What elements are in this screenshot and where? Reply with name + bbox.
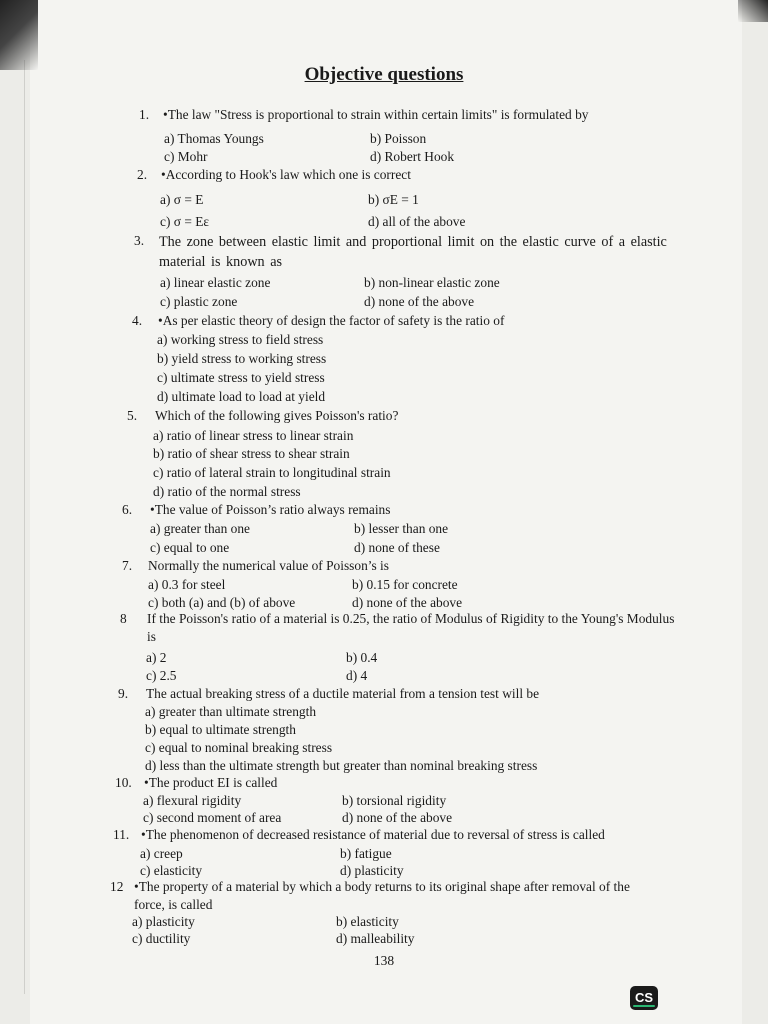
- question-number: 3.: [134, 233, 145, 248]
- question-number: 5.: [127, 408, 138, 423]
- option: d) ultimate load to load at yield: [157, 389, 326, 404]
- option: d) Robert Hook: [370, 149, 455, 164]
- question-number: 6.: [122, 502, 133, 517]
- page-number: 138: [373, 953, 395, 968]
- option: c) second moment of area: [143, 810, 282, 825]
- option: b) 0.4: [346, 650, 378, 665]
- question-stem: Normally the numerical value of Poisson’s is: [148, 558, 389, 573]
- option: a) σ = E: [160, 192, 204, 207]
- question-stem: If the Poisson's ratio of a material is 0.25, the ratio of Modulus of Rigidity to the Young's Modulus is: [147, 611, 675, 644]
- option: a) working stress to field stress: [157, 332, 324, 347]
- option: c) both (a) and (b) of above: [148, 595, 296, 610]
- option: b) σE = 1: [368, 192, 419, 207]
- page-title: Objective questions: [304, 64, 464, 85]
- option: a) greater than ultimate strength: [145, 704, 317, 719]
- option: d) ratio of the normal stress: [153, 484, 301, 499]
- option: b) ratio of shear stress to shear strain: [153, 446, 350, 461]
- scan-shadow: [0, 0, 38, 70]
- question-number: 8: [120, 611, 127, 626]
- option: a) plasticity: [132, 914, 195, 929]
- option: c) ratio of lateral strain to longitudinal strain: [153, 465, 391, 480]
- question-number: 2.: [137, 167, 148, 182]
- question-stem: •The law "Stress is proportional to strain within certain limits" is formulated by: [163, 107, 589, 122]
- option: c) equal to one: [150, 540, 230, 555]
- option: c) σ = Eε: [160, 214, 210, 229]
- question-number: 7.: [122, 558, 133, 573]
- option: a) ratio of linear stress to linear strain: [153, 428, 354, 443]
- option: b) torsional rigidity: [342, 793, 447, 808]
- question-stem: The actual breaking stress of a ductile material from a tension test will be: [146, 686, 540, 701]
- option: b) yield stress to working stress: [157, 351, 327, 366]
- question-number: 9.: [118, 686, 129, 701]
- question-number: 1.: [139, 107, 150, 122]
- scan-shadow: [738, 0, 768, 22]
- option: a) flexural rigidity: [143, 793, 242, 808]
- question-stem: •The property of a material by which a body returns to its original shape after removal of the force, is called: [134, 879, 630, 912]
- option: d) 4: [346, 668, 368, 683]
- option: c) 2.5: [146, 668, 177, 683]
- option: c) elasticity: [140, 863, 203, 878]
- option: d) plasticity: [340, 863, 404, 878]
- question-stem: •As per elastic theory of design the factor of safety is the ratio of: [158, 313, 505, 328]
- option: b) equal to ultimate strength: [145, 722, 296, 737]
- option: a) 0.3 for steel: [148, 577, 226, 592]
- question-stem: •The product EI is called: [144, 775, 278, 790]
- option: b) lesser than one: [354, 521, 449, 536]
- question-stem: •The phenomenon of decreased resistance of material due to reversal of stress is called: [141, 827, 605, 842]
- question-stem: •The value of Poisson’s ratio always remains: [150, 502, 391, 517]
- option: c) ductility: [132, 931, 191, 946]
- question-number: 12: [110, 879, 124, 894]
- option: d) none of these: [354, 540, 440, 555]
- page-edge: [24, 60, 25, 994]
- option: a) linear elastic zone: [160, 275, 271, 290]
- option: c) plastic zone: [160, 294, 238, 309]
- option: d) none of the above: [342, 810, 453, 825]
- option: b) elasticity: [336, 914, 399, 929]
- option: c) equal to nominal breaking stress: [145, 740, 333, 755]
- option: d) less than the ultimate strength but greater than nominal breaking stress: [145, 758, 538, 773]
- option: b) Poisson: [370, 131, 427, 146]
- question-number: 11.: [113, 827, 130, 842]
- option: b) 0.15 for concrete: [352, 577, 458, 592]
- option: d) malleability: [336, 931, 415, 946]
- option: d) none of the above: [364, 294, 475, 309]
- option: c) ultimate stress to yield stress: [157, 370, 325, 385]
- question-stem: •According to Hook's law which one is correct: [161, 167, 411, 182]
- question-number: 10.: [115, 775, 132, 790]
- option: a) creep: [140, 846, 183, 861]
- option: c) Mohr: [164, 149, 208, 164]
- question-stem: Which of the following gives Poisson's ratio?: [155, 408, 399, 423]
- option: b) non-linear elastic zone: [364, 275, 500, 290]
- option: a) 2: [146, 650, 167, 665]
- option: a) Thomas Youngs: [164, 131, 264, 146]
- option: b) fatigue: [340, 846, 392, 861]
- question-number: 4.: [132, 313, 143, 328]
- question-stem: The zone between elastic limit and proportional limit on the elastic curve of a elastic material is known as: [159, 234, 667, 270]
- option: d) none of the above: [352, 595, 463, 610]
- camscanner-logo: CS: [630, 986, 658, 1010]
- option: a) greater than one: [150, 521, 250, 536]
- option: d) all of the above: [368, 214, 466, 229]
